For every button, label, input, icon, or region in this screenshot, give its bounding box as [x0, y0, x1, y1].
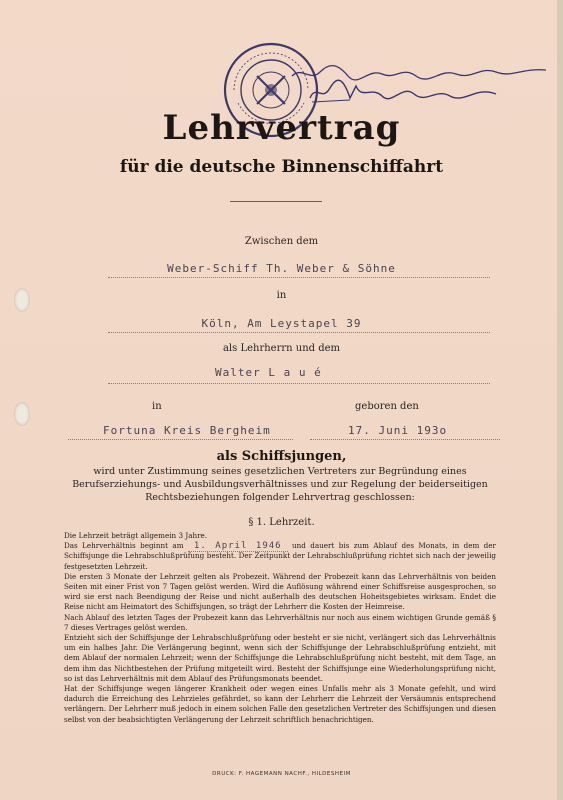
- punch-hole-bottom: [14, 402, 30, 426]
- born-label: geboren den: [355, 401, 419, 412]
- section-1-paragraph: [64, 541, 496, 572]
- title-divider: [230, 201, 322, 202]
- apprentice-name-field: Walter L a u é: [215, 366, 322, 379]
- employer-name-line: [108, 277, 490, 278]
- probation-paragraph: Die ersten 3 Monate der Lehrzeit gelten als Probezeit. Während der Probezeit kann das Lehrverhältnis von beiden Seiten mit einer Frist von 7 Tagen gelöst werden. Wird die Auflösung während einer Schiffsreise ausgesprochen, so wird sie erst nach Beendigung der Reise und nicht außerhalb des deutschen Hoheitsgebietes wirksam. Endet die Reise nicht am Heimatort des Schiffsjungen, so trägt der Lehrherr die Kosten der Heimreise.: [64, 571, 496, 612]
- birthdate-field: 17. Juni 193o: [348, 424, 448, 437]
- illness-extension-paragraph: Hat der Schiffsjunge wegen längerer Krankheit oder wegen eines Unfalls mehr als 3 Monate gefehlt, und wird dadurch die Erreichung des Lehrzieles gefährdet, so kann der Lehrherr die Lehrzeit der Versäumnis entsprechend verlängern. Der Lehrherr muß jedoch in einem solchen Falle den gesetzlichen Vertreter des Schiffsjungen und diesen selbst von der beabsichtigten Verlängerung der Lehrzeit schriftlich benachrichtigen.: [64, 684, 496, 724]
- employer-location-line: [108, 332, 490, 333]
- start-date-label: Das Lehrverhältnis beginnt am: [64, 541, 184, 551]
- printer-imprint: DRUCK: F. HAGEMANN NACHF., HILDESHEIM: [212, 771, 351, 777]
- role-heading: als Schiffsjungen,: [216, 449, 347, 464]
- start-date-continuation: und dauert bis zum Ablauf des Monats, in dem der Schiffsjunge die Lehrabschlußprüfung besteht. Der Zeitpunkt der Lehrabschlußprüfung richtet sich nach der jeweilig festgesetzten Lehrzeit.: [64, 541, 496, 571]
- section-1-title: § 1. Lehrzeit.: [248, 517, 315, 528]
- birthplace-field: Fortuna Kreis Bergheim: [103, 424, 271, 437]
- between-label: Zwischen dem: [244, 236, 319, 247]
- in-label: in: [276, 290, 287, 301]
- section-1-paragraph: Die Lehrzeit beträgt allgemein 3 Jahre.: [64, 531, 208, 540]
- section-1-body: [64, 531, 496, 725]
- document-title: Lehrvertrag: [162, 108, 401, 148]
- employer-name-field: Weber-Schiff Th. Weber & Söhne: [167, 262, 396, 275]
- birthplace-line: [68, 439, 293, 440]
- apprentice-name-line: [108, 383, 490, 384]
- document-subtitle: für die deutsche Binnenschiffahrt: [119, 157, 444, 177]
- start-date-field: 1. April 1946: [188, 541, 288, 552]
- as-master-label: als Lehrherrn und dem: [222, 343, 341, 354]
- termination-paragraph: Nach Ablauf des letzten Tages der Probezeit kann das Lehrverhältnis nur noch aus einem wichtigen Grunde gemäß § 7 dieses Vertrages gelöst werden.: [64, 612, 496, 632]
- handwritten-registration-note: [290, 58, 550, 108]
- in-label-2: in: [152, 401, 162, 412]
- employer-location-field: Köln, Am Leystapel 39: [201, 317, 362, 330]
- exam-extension-paragraph: Entzieht sich der Schiffsjunge der Lehrabschlußprüfung oder besteht er sie nicht, verlängert sich das Lehrverhältnis um ein halbes Jahr. Die Verlängerung beginnt, wenn sich der Schiffsjunge der Lehrabschlußprüfung entzieht, mit dem Ablauf der normalen Lehrzeit; wenn der Schiffsjunge die Lehrabschlußprüfung nicht besteht, mit dem Tage, an dem ihm das Nichtbestehen der Prüfung mitgeteilt wird. Besteht der Schiffsjunge eine Wiederholungsprüfung nicht, so ist das Lehrverhältnis mit dem Ablauf des Prüfungsmonats beendet.: [64, 633, 496, 683]
- birthdate-line: [310, 439, 500, 440]
- contract-intro: wird unter Zustimmung seines gesetzlichen Vertreters zur Begründung eines Berufserziehungs- und Ausbildungsverhältnisses und zur Regelung der beiderseitigen Rechtsbeziehungen folgender Lehrvertrag geschlossen:: [72, 466, 488, 503]
